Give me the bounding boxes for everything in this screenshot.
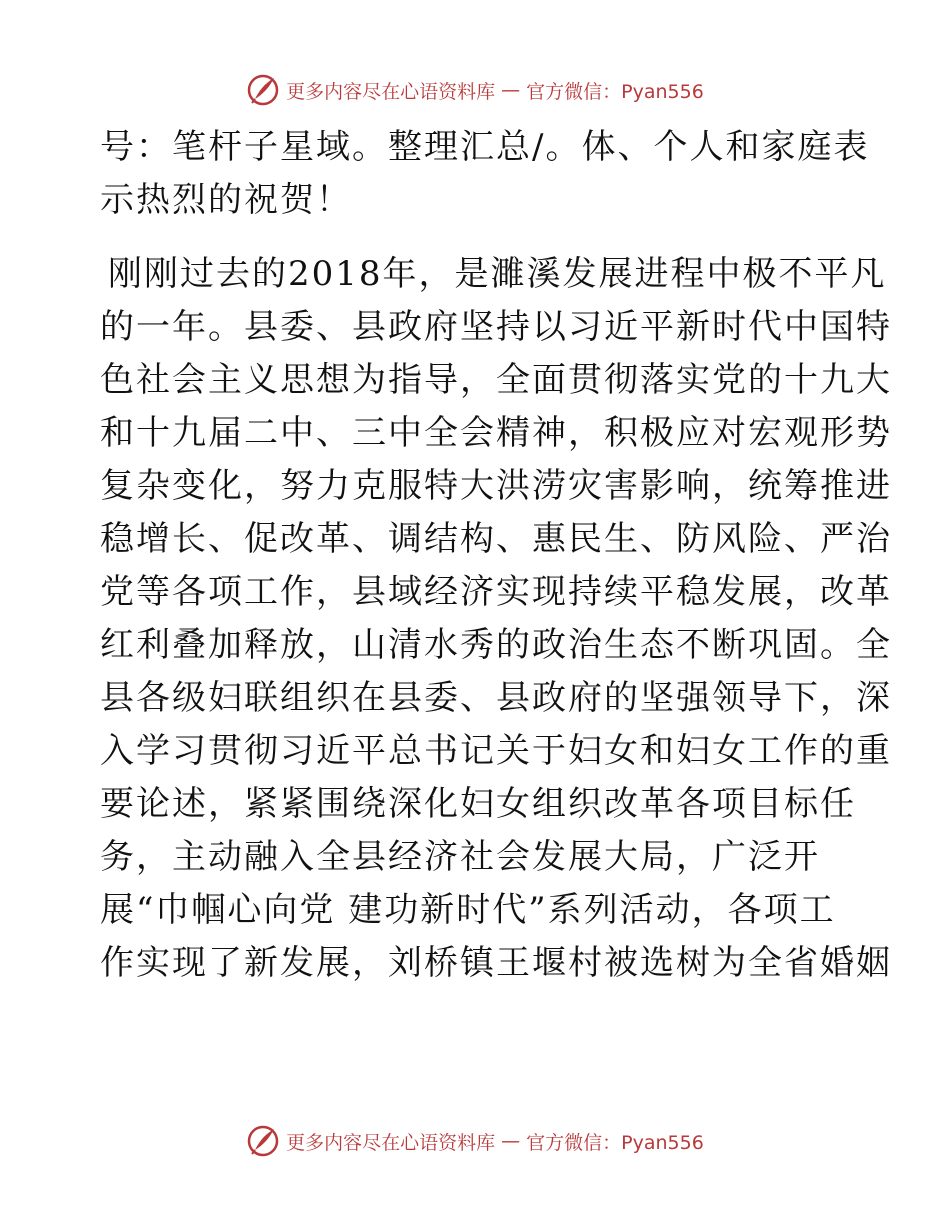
text-line: 示热烈的祝贺！ — [100, 180, 352, 220]
text-line: 号：笔杆子星域。整理汇总/。体、个人和家庭表 — [100, 127, 870, 167]
footer-watermark — [0, 1121, 950, 1161]
text-line: 县各级妇联组织在县委、县政府的坚强领导下，深 — [100, 678, 892, 718]
text-line: 稳增长、促改革、调结构、惠民生、防风险、严治 — [100, 519, 892, 559]
text-line: 复杂变化，努力克服特大洪涝灾害影响，统筹推进 — [100, 466, 892, 506]
document-body — [100, 121, 892, 990]
feather-pen-logo-icon — [246, 1124, 280, 1158]
text-line: 和十九届二中、三中全会精神，积极应对宏观形势 — [100, 413, 892, 453]
watermark-text: 更多内容尽在心语资料库 — [286, 80, 496, 103]
text-line: 红利叠加释放，山清水秀的政治生态不断巩固。全 — [100, 625, 892, 665]
paragraph — [100, 248, 892, 990]
text-line: 党等各项工作，县域经济实现持续平稳发展，改革 — [100, 572, 892, 612]
watermark-text: 更多内容尽在心语资料库 — [286, 1131, 496, 1154]
text-line: 刚刚过去的2018年，是濉溪发展进程中极不平凡 — [108, 254, 887, 294]
text-line: 要论述，紧紧围绕深化妇女组织改革各项目标任 — [100, 784, 856, 824]
watermark-contact: 官方微信：Pyan556 — [526, 80, 704, 103]
text-line: 入学习贯彻习近平总书记关于妇女和妇女工作的重 — [100, 731, 892, 771]
text-line: 的一年。县委、县政府坚持以习近平新时代中国特 — [100, 307, 892, 347]
watermark-dash: — — [501, 1130, 521, 1152]
feather-pen-logo-icon — [246, 73, 280, 107]
watermark-contact: 官方微信：Pyan556 — [526, 1131, 704, 1154]
text-line: 务，主动融入全县经济社会发展大局，广泛开 — [100, 837, 820, 877]
text-line: 作实现了新发展，刘桥镇王堰村被选树为全省婚姻 — [100, 943, 892, 983]
text-line: 展“巾帼心向党 建功新时代”系列活动，各项工 — [100, 890, 836, 930]
paragraph — [100, 121, 870, 227]
header-watermark — [0, 70, 950, 110]
watermark-dash: — — [501, 79, 521, 101]
text-line: 色社会主义思想为指导，全面贯彻落实党的十九大 — [100, 360, 892, 400]
